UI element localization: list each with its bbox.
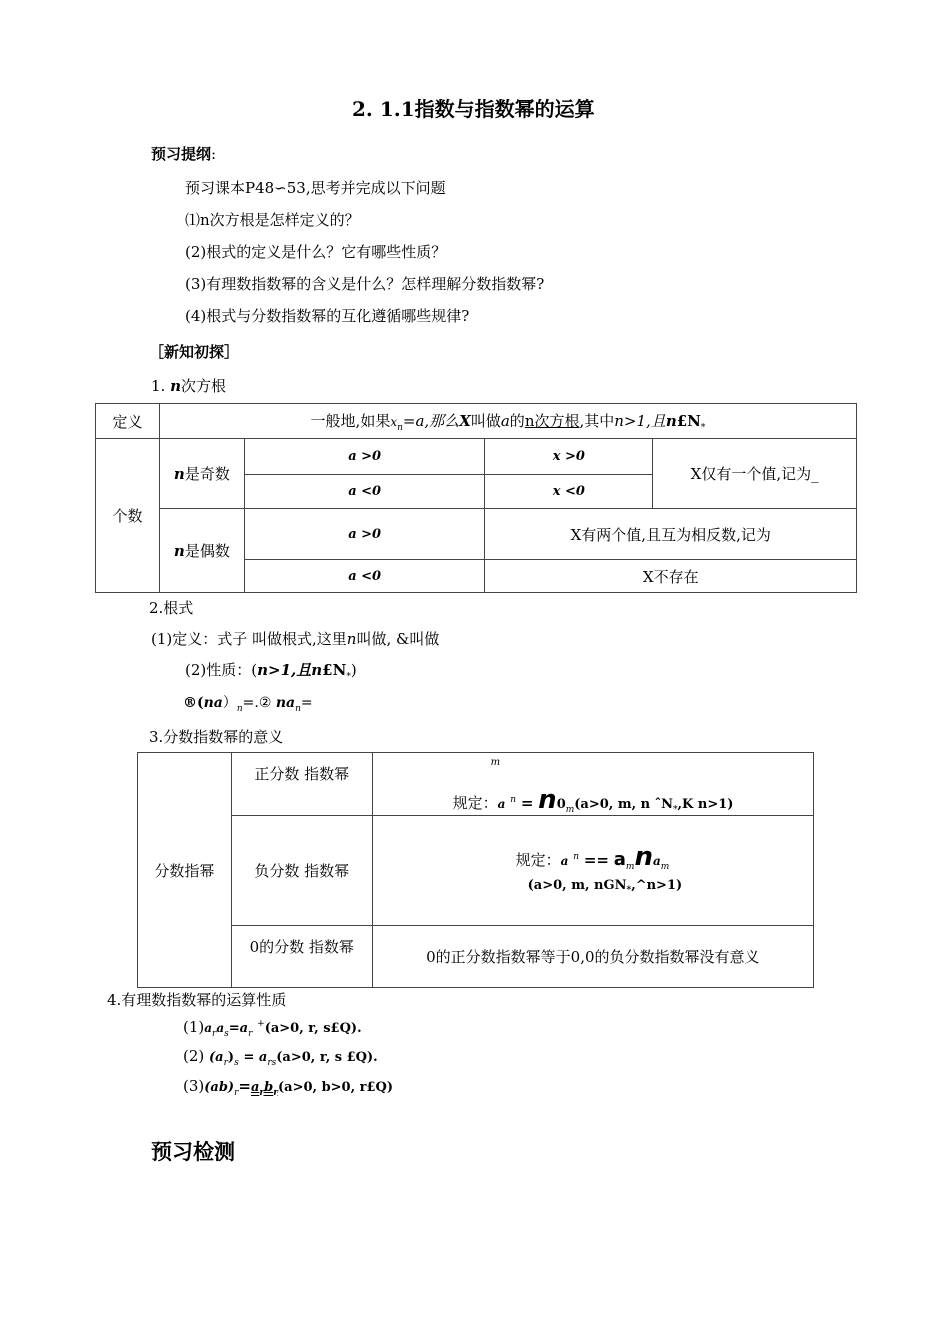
outline-question-4: (4)根式与分数指数幂的互化遵循哪些规律? [185, 307, 470, 325]
rule-3: $(3)(ab)_r=a_rb_r(a>0$, b>0, r£Q) [183, 1077, 394, 1098]
def-text: 一般地,如果$x_n=a$,那么X叫做a的n次方根,其中n>1,且$n£N_*$ [159, 404, 856, 439]
neg-rule: 规定：a $^n == a_mna_m$ (a>0, m, nGN$_*$,^n>1) [372, 816, 813, 926]
rule-1: $(1)a_ra_s=a_r$ +(a>0, r, s£Q). [183, 1018, 362, 1039]
odd-a-pos: a >0 [244, 439, 485, 475]
even-a-pos: a >0 [244, 509, 485, 560]
even-a-neg: a <0 [244, 560, 485, 593]
even-result-pos: X有两个值,且互为相反数,记为 [485, 509, 857, 560]
odd-label: n是奇数 [159, 439, 244, 509]
outline-question-2: (2)根式的定义是什么？它有哪些性质？ [185, 243, 447, 261]
page-title: 2. 1.1指数与指数幂的运算 [352, 97, 595, 121]
section1-heading: 1. n次方根 [151, 377, 227, 395]
odd-a-neg: a <0 [244, 475, 485, 509]
section3-heading: 3.分数指数幂的意义 [149, 728, 284, 746]
pos-label: 正分数 指数幂 [231, 753, 372, 816]
odd-x-neg: x <0 [485, 475, 653, 509]
preview-check-heading: 预习检测 [151, 1139, 235, 1164]
even-result-neg: X不存在 [485, 560, 857, 593]
outline-heading: 预习提纲: [151, 145, 217, 163]
outline-question-3: (3)有理数指数幂的含义是什么？怎样理解分数指数幂? [185, 275, 545, 293]
even-label: n是偶数 [159, 509, 244, 593]
new-knowledge-heading: ［新知初探］ [149, 343, 240, 361]
pos-rule: m 规定：a $^n = n0_m(a>0$, m, n ˆN$_*$,K n>1) [372, 753, 813, 816]
count-label: 个数 [96, 439, 160, 593]
fractional-exponent-table [137, 752, 814, 988]
odd-x-pos: x >0 [485, 439, 653, 475]
section2-heading: 2.根式 [149, 599, 194, 617]
def-label: 定义 [96, 404, 160, 439]
radical-formula: $®(na)_n=.②$ $na_n=$ [183, 695, 313, 714]
rule-2: (2) $(a_r)_s = a_{rs}(a>0$, r, s £Q). [183, 1047, 378, 1068]
radical-definition: (1)定义：式子 叫做根式,这里n叫做, &叫做 [151, 630, 440, 648]
odd-result: X仅有一个值,记为_ [653, 439, 857, 509]
frac-row-label: 分数指幂 [138, 753, 232, 988]
outline-intro: 预习课本P48∽53,思考并完成以下问题 [185, 179, 446, 197]
neg-label: 负分数 指数幂 [231, 816, 372, 926]
zero-text: 0的正分数指数幂等于0,0的负分数指数幂没有意义 [372, 926, 813, 988]
zero-label: 0的分数 指数幂 [231, 926, 372, 988]
nth-root-table [95, 403, 857, 593]
radical-property: (2)性质：(n>1,且$n£N_*$) [185, 661, 357, 682]
outline-question-1: ⑴n次方根是怎样定义的？ [185, 211, 360, 229]
section4-heading: 4.有理数指数幂的运算性质 [107, 991, 287, 1009]
